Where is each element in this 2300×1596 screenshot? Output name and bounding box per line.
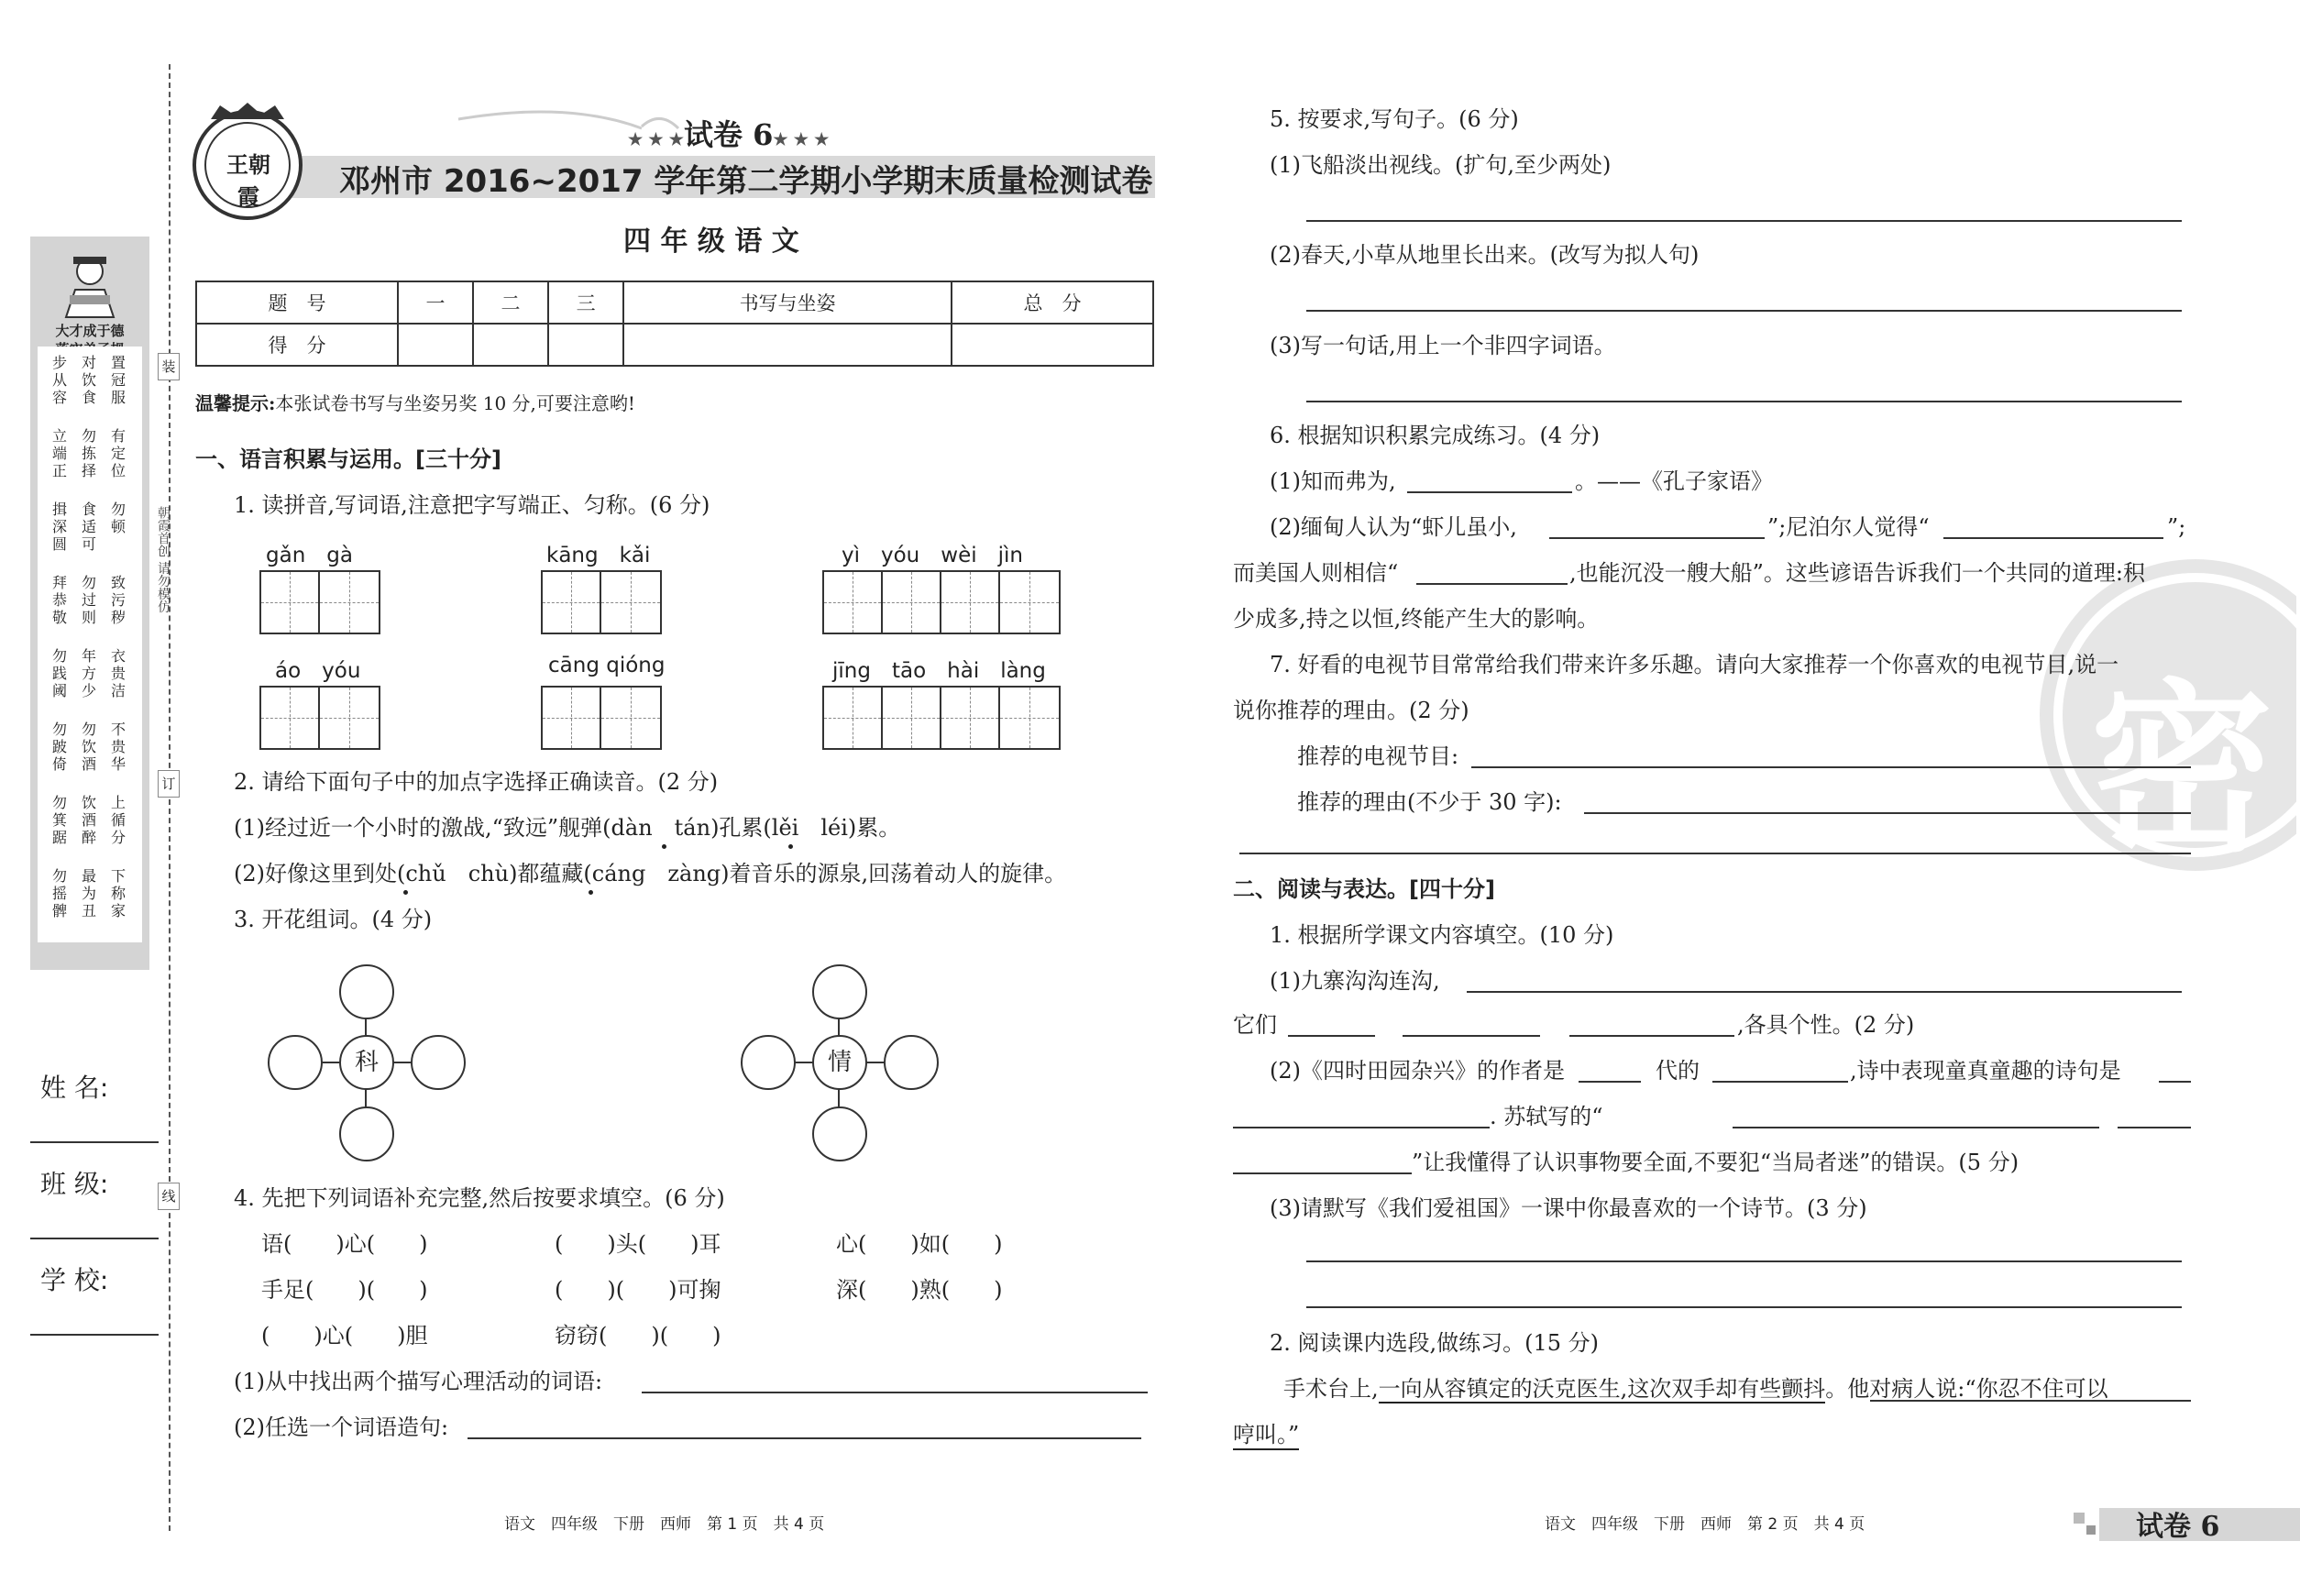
section2-title: 二、阅读与表达。[四十分] xyxy=(1233,876,1495,902)
table-cell: 总 分 xyxy=(952,281,1153,324)
watermark-char: 密 xyxy=(2090,662,2274,877)
rule-text: 不 贵 华 xyxy=(110,721,126,773)
rule-text: 步 从 容 xyxy=(51,354,67,406)
s2-q1-s2a: 它们 xyxy=(1233,1012,1277,1038)
rule-text: 勿 顿 xyxy=(110,501,126,535)
answer-circle[interactable] xyxy=(339,964,394,1019)
logo-text: 王朝霞 xyxy=(226,151,270,210)
q6-s2b: ”;尼泊尔人觉得“ xyxy=(1767,514,1930,540)
exam-subtitle: 四 年 级 语 文 xyxy=(623,226,799,258)
score-input-cell[interactable] xyxy=(952,324,1153,366)
tip-label: 温馨提示: xyxy=(195,392,276,414)
tip xyxy=(195,390,635,417)
idiom-blank[interactable]: ( )( )可掬 xyxy=(555,1277,721,1303)
fold-label: 线 xyxy=(158,1183,180,1210)
answer-line[interactable] xyxy=(1579,1081,1641,1083)
idiom-blank[interactable]: 手足( )( ) xyxy=(261,1277,428,1303)
s2-q2-text: 2. 阅读课内选段,做练习。(15 分) xyxy=(1270,1330,1600,1356)
answer-line[interactable] xyxy=(1306,401,2182,402)
table-row xyxy=(196,324,1153,366)
rule-text: 勿 过 则 xyxy=(81,574,96,626)
pinyin: jīng tāo hài làng xyxy=(832,659,1046,683)
rule-text: 勿 跛 倚 xyxy=(51,721,67,773)
q6-s3b: ,也能沉没一艘大船”。这些谚语告诉我们一个共同的道理:积 xyxy=(1569,560,2145,586)
rule-text: 食 适 可 xyxy=(81,501,96,553)
passage-underline xyxy=(1870,1400,2191,1402)
q5-s3: (3)写一句话,用上一个非四字词语。 xyxy=(1270,333,1616,358)
copyright-note: 朝霞首创 请勿模仿 xyxy=(156,505,171,613)
side-strip xyxy=(30,237,149,970)
rule-text: 勿 摇 髀 xyxy=(51,867,67,919)
answer-line[interactable] xyxy=(2159,1081,2191,1083)
answer-line[interactable] xyxy=(2118,1127,2191,1128)
passage-line1 xyxy=(1283,1375,2108,1403)
s2-q1-s5: ”让我懂得了认识事物要全面,不要犯“当局者迷”的错误。(5 分) xyxy=(1412,1150,2019,1175)
q2-s2: (2)好像这里到处(chǔ chù)都蕴藏(cáng zàng)着音乐的源泉,回荡着动人的旋律。 xyxy=(234,861,1067,886)
writing-box[interactable] xyxy=(259,686,380,750)
rule-text: 勿 拣 择 xyxy=(81,427,96,479)
answer-line[interactable] xyxy=(1549,537,1765,539)
class-label: 班 级: xyxy=(40,1169,109,1199)
tip-text: 本张试卷书写与坐姿另奖 10 分,可要注意哟! xyxy=(275,392,635,414)
passage-text: 。他对病人说:“你忍不住可以 xyxy=(1825,1376,2108,1402)
rule-text: 勿 饮 酒 xyxy=(81,721,96,773)
name-label: 姓 名: xyxy=(40,1073,109,1103)
q6-s4: 少成多,持之以恒,终能产生大的影响。 xyxy=(1233,606,1600,632)
answer-line[interactable] xyxy=(1306,1260,2182,1262)
writing-box[interactable] xyxy=(822,570,1061,634)
passage-text: 手术台上, xyxy=(1283,1376,1379,1402)
emphasis-dot xyxy=(788,844,793,849)
section1-title: 一、语言积累与运用。[三十分] xyxy=(195,446,501,472)
passage-underlined: 一向从容镇定的沃克医生,这次双手却有些颤抖 xyxy=(1378,1376,1826,1402)
s2-q1-s1: (1)九寨沟沟连沟, xyxy=(1270,968,1440,994)
footer-left: 语文 四年级 下册 西师 第 1 页 共 4 页 xyxy=(504,1515,825,1534)
answer-line[interactable] xyxy=(1233,1127,1490,1128)
score-input-cell[interactable] xyxy=(623,324,952,366)
center-character: 情 xyxy=(812,1035,867,1090)
answer-line[interactable] xyxy=(1306,1306,2182,1308)
answer-line[interactable] xyxy=(1233,1172,1412,1174)
rules-panel xyxy=(38,347,142,942)
footer-square xyxy=(2074,1513,2085,1524)
exam-number: ★ ★ ★试卷 6★ ★ ★ xyxy=(628,117,830,152)
table-row xyxy=(196,281,1153,324)
footer-square xyxy=(2086,1525,2096,1535)
answer-line[interactable] xyxy=(1239,853,2191,854)
q6-s3a: 而美国人则相信“ xyxy=(1233,560,1399,586)
answer-line[interactable] xyxy=(642,1392,1148,1393)
s2-q1-s3a: (2)《四时田园杂兴》的作者是 xyxy=(1270,1058,1565,1084)
rule-text: 揖 深 圆 xyxy=(51,501,67,553)
rule-text: 年 方 少 xyxy=(81,647,96,699)
fold-line xyxy=(169,64,171,1531)
score-input-cell[interactable] xyxy=(473,324,548,366)
answer-line[interactable] xyxy=(1403,1035,1540,1037)
writing-box[interactable] xyxy=(259,570,380,634)
answer-circle[interactable] xyxy=(812,964,867,1019)
rule-text: 衣 贵 洁 xyxy=(110,647,126,699)
table-cell: 三 xyxy=(548,281,623,324)
rule-text: 有 定 位 xyxy=(110,427,126,479)
fold-label: 订 xyxy=(158,770,180,798)
score-input-cell[interactable] xyxy=(548,324,623,366)
answer-circle[interactable] xyxy=(741,1035,796,1090)
answer-line[interactable] xyxy=(1306,310,2182,312)
q6-s2c: ”; xyxy=(2167,514,2186,540)
footer-right: 语文 四年级 下册 西师 第 2 页 共 4 页 xyxy=(1545,1515,1865,1534)
emphasis-dot xyxy=(589,890,593,895)
rule-text: 对 饮 食 xyxy=(81,354,96,406)
table-cell: 一 xyxy=(398,281,473,324)
s2-q1-text: 1. 根据所学课文内容填空。(10 分) xyxy=(1270,922,1614,948)
q6-s2a: (2)缅甸人认为“虾儿虽小, xyxy=(1270,514,1517,540)
pinyin: áo yóu xyxy=(275,659,361,683)
q6-text: 6. 根据知识积累完成练习。(4 分) xyxy=(1270,423,1601,448)
fold-label: 装 xyxy=(158,353,180,380)
idiom-blank[interactable]: 深( )熟( ) xyxy=(836,1277,1003,1303)
answer-line[interactable] xyxy=(1584,812,2191,814)
rule-text: 置 冠 服 xyxy=(110,354,126,406)
pinyin: yì yóu wèi jìn xyxy=(842,544,1023,567)
writing-box[interactable] xyxy=(822,686,1061,750)
answer-line[interactable] xyxy=(1733,1127,2099,1128)
answer-line[interactable] xyxy=(1569,1035,1734,1037)
answer-line[interactable] xyxy=(468,1437,1141,1439)
s2-q1-s3b: 代的 xyxy=(1656,1058,1700,1084)
q1-text: 1. 读拼音,写词语,注意把字写端正、匀称。(6 分) xyxy=(234,492,710,518)
rule-text: 勿 箕 踞 xyxy=(51,794,67,846)
s2-q1-s3c: ,诗中表现童真童趣的诗句是 xyxy=(1850,1058,2121,1084)
writing-box[interactable] xyxy=(541,686,662,750)
answer-line[interactable] xyxy=(1471,766,2191,768)
idiom-blank[interactable]: 心( )如( ) xyxy=(836,1231,1003,1257)
q7-text1: 7. 好看的电视节目常常给我们带来许多乐趣。请向大家推荐一个你喜欢的电视节目,说一 xyxy=(1270,652,2119,677)
school-label: 学 校: xyxy=(40,1265,109,1295)
q7-l2: 推荐的理由(不少于 30 字): xyxy=(1297,789,1562,815)
rule-text: 致 污 秽 xyxy=(110,574,126,626)
q3-text: 3. 开花组词。(4 分) xyxy=(234,907,433,932)
pinyin: gǎn gà xyxy=(266,544,353,567)
q6-s1b: 。——《孔子家语》 xyxy=(1575,468,1773,494)
center-character: 科 xyxy=(339,1035,394,1090)
class-field[interactable] xyxy=(30,1238,159,1239)
s2-q1-s4: . 苏轼写的“ xyxy=(1490,1104,1603,1129)
table-cell: 得 分 xyxy=(196,324,398,366)
answer-line[interactable] xyxy=(1288,1035,1375,1037)
score-input-cell[interactable] xyxy=(398,324,473,366)
answer-circle[interactable] xyxy=(339,1106,394,1161)
answer-line[interactable] xyxy=(1712,1081,1848,1083)
idiom-blank[interactable]: 语( )心( ) xyxy=(261,1231,428,1257)
q7-l1: 推荐的电视节目: xyxy=(1297,743,1459,769)
q4-s1: (1)从中找出两个描写心理活动的词语: xyxy=(234,1369,603,1394)
answer-line[interactable] xyxy=(1467,991,2182,993)
q5-s1: (1)飞船淡出视线。(扩句,至少两处) xyxy=(1270,152,1612,178)
passage-line2: 哼叫。” xyxy=(1233,1421,1299,1450)
answer-line[interactable] xyxy=(1943,537,2163,539)
exam-title: 邓州市 2016~2017 学年第二学期小学期末质量检测试卷 xyxy=(339,163,1153,200)
answer-line[interactable] xyxy=(1306,220,2182,222)
table-cell: 二 xyxy=(473,281,548,324)
emphasis-dot xyxy=(403,890,408,895)
pinyin: kāng kǎi xyxy=(546,544,651,567)
q2-text: 2. 请给下面句子中的加点字选择正确读音。(2 分) xyxy=(234,769,719,795)
q5-s2: (2)春天,小草从地里长出来。(改写为拟人句) xyxy=(1270,242,1700,268)
answer-circle[interactable] xyxy=(884,1035,939,1090)
school-field[interactable] xyxy=(30,1334,159,1336)
answer-line[interactable] xyxy=(1416,583,1568,585)
emphasis-dot xyxy=(662,844,666,849)
q7-text2: 说你推荐的理由。(2 分) xyxy=(1233,698,1469,723)
scholar-icon xyxy=(53,246,127,319)
idiom-blank[interactable]: ( )心( )胆 xyxy=(261,1323,428,1348)
pinyin: cāng qióng xyxy=(548,654,666,677)
rule-text: 饮 酒 醉 xyxy=(81,794,96,846)
motto-1: 大才成于德 xyxy=(55,323,125,339)
q4-text: 4. 先把下列词语补充完整,然后按要求填空。(6 分) xyxy=(234,1185,725,1211)
idiom-blank[interactable]: 窃窃( )( ) xyxy=(555,1323,721,1348)
answer-circle[interactable] xyxy=(812,1106,867,1161)
rule-text: 拜 恭 敬 xyxy=(51,574,67,626)
footer-tag: 试卷 6 xyxy=(2136,1511,2220,1543)
answer-line[interactable] xyxy=(1407,491,1572,493)
q6-s1a: (1)知而弗为, xyxy=(1270,468,1396,494)
rule-text: 立 端 正 xyxy=(51,427,67,479)
s2-q1-s2b: ,各具个性。(2 分) xyxy=(1737,1012,1915,1038)
writing-box[interactable] xyxy=(541,570,662,634)
rule-text: 最 为 丑 xyxy=(81,867,96,919)
s2-q1-s6: (3)请默写《我们爱祖国》一课中你最喜欢的一个诗节。(3 分) xyxy=(1270,1195,1867,1221)
score-table xyxy=(195,281,1154,367)
answer-circle[interactable] xyxy=(411,1035,466,1090)
rule-text: 上 循 分 xyxy=(110,794,126,846)
rule-text: 下 称 家 xyxy=(110,867,126,919)
name-field[interactable] xyxy=(30,1141,159,1143)
answer-circle[interactable] xyxy=(268,1035,323,1090)
rule-text: 勿 践 阈 xyxy=(51,647,67,699)
table-cell: 题 号 xyxy=(196,281,398,324)
q4-s2: (2)任选一个词语造句: xyxy=(234,1414,449,1440)
idiom-blank[interactable]: ( )头( )耳 xyxy=(555,1231,721,1257)
q5-text: 5. 按要求,写句子。(6 分) xyxy=(1270,106,1519,132)
q2-s1: (1)经过近一个小时的激战,“致远”舰弹(dàn tán)孔累(lěi léi)累。 xyxy=(234,815,901,841)
table-cell: 书写与坐姿 xyxy=(623,281,952,324)
